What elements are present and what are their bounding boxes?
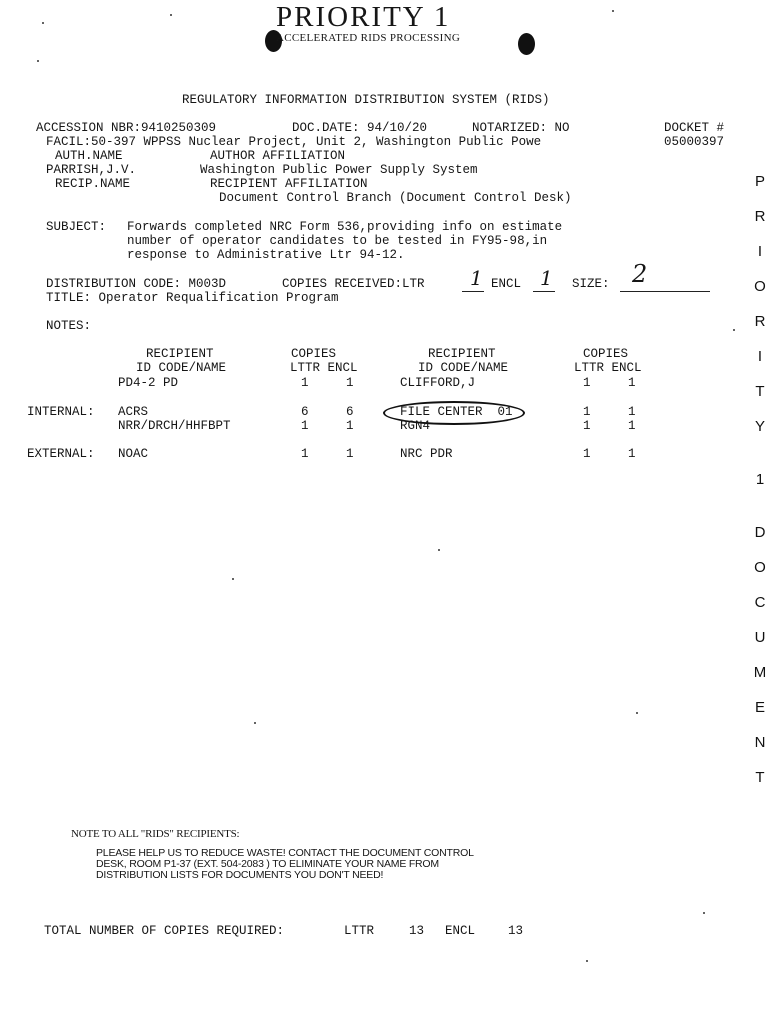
side-letter: E xyxy=(754,699,765,716)
recipient-affiliation-label: RECIPIENT AFFILIATION xyxy=(210,177,368,191)
side-letter: N xyxy=(754,734,766,751)
scan-speck xyxy=(733,329,735,331)
recip-name-label: RECIP.NAME xyxy=(55,177,131,191)
facility: FACIL:50-397 WPPSS Nuclear Project, Unit 2, Washington Public Powe xyxy=(46,135,542,149)
table-row-right-ltr: 1 xyxy=(583,376,591,390)
doc-date: DOC.DATE: 94/10/20 xyxy=(292,121,428,135)
table-row-left-name: PD4-2 PD xyxy=(118,376,179,390)
note-line-3: DISTRIBUTION LISTS FOR DOCUMENTS YOU DON'T NEED! xyxy=(96,869,384,881)
table-row-left-encl: 1 xyxy=(346,376,354,390)
docket-label: DOCKET # xyxy=(664,121,725,135)
docket-number: 05000397 xyxy=(664,135,725,149)
side-letter: O xyxy=(754,559,766,576)
side-letter: O xyxy=(754,278,766,295)
size-handwritten-mark: 2 xyxy=(632,260,648,288)
right-header-ltr-encl: LTTR ENCL xyxy=(574,361,642,375)
side-letter: D xyxy=(754,524,766,541)
left-header-ltr-encl: LTTR ENCL xyxy=(290,361,358,375)
table-row-left-encl: 1 xyxy=(346,447,354,461)
notes-label: NOTES: xyxy=(46,319,92,333)
side-letter: I xyxy=(757,243,763,260)
scan-speck xyxy=(37,60,39,62)
table-row-left-name: NRR/DRCH/HHFBPT xyxy=(118,419,231,433)
system-title: REGULATORY INFORMATION DISTRIBUTION SYSTEM (RIDS) xyxy=(182,93,550,107)
side-letter: C xyxy=(754,594,766,611)
section-label-internal: INTERNAL: xyxy=(27,405,95,419)
section-label-external: EXTERNAL: xyxy=(27,447,95,461)
size-label: SIZE: xyxy=(572,277,610,291)
priority-subtitle: ACCELERATED RIDS PROCESSING xyxy=(276,32,461,44)
scan-speck xyxy=(586,960,588,962)
table-row-right-encl: 1 xyxy=(628,376,636,390)
side-letter: T xyxy=(755,769,765,786)
scan-speck xyxy=(232,578,234,580)
table-row-right-ltr: 1 xyxy=(583,405,591,419)
author-affiliation: Washington Public Power Supply System xyxy=(200,163,478,177)
right-header-recipient: RECIPIENT xyxy=(428,347,496,361)
scan-speck xyxy=(438,549,440,551)
totals-label: TOTAL NUMBER OF COPIES REQUIRED: xyxy=(44,924,285,938)
scan-speck xyxy=(636,712,638,714)
left-header-recipient: RECIPIENT xyxy=(146,347,214,361)
subject-line-1: Forwards completed NRC Form 536,providing info on estimate xyxy=(127,220,563,234)
table-row-left-ltr: 6 xyxy=(301,405,309,419)
side-letter: U xyxy=(754,629,766,646)
table-row-left-encl: 6 xyxy=(346,405,354,419)
side-letter: T xyxy=(755,383,765,400)
table-row-right-encl: 1 xyxy=(628,419,636,433)
encl-label: ENCL xyxy=(491,277,522,291)
table-row-left-ltr: 1 xyxy=(301,447,309,461)
distribution-code: DISTRIBUTION CODE: M003D xyxy=(46,277,227,291)
side-letter: I xyxy=(757,348,763,365)
author-name: PARRISH,J.V. xyxy=(46,163,137,177)
ltr-handwritten-mark: 1 xyxy=(470,266,483,290)
encl-underline xyxy=(533,291,555,292)
recipient-affiliation: Document Control Branch (Document Control Desk) xyxy=(219,191,572,205)
scan-speck xyxy=(254,722,256,724)
left-header-id: ID CODE/NAME xyxy=(136,361,227,375)
scan-speck xyxy=(42,22,44,24)
table-row-right-name: FILE CENTER 01 xyxy=(400,405,513,419)
size-underline xyxy=(620,291,710,292)
table-row-right-name: NRC PDR xyxy=(400,447,453,461)
totals-encl-value: 13 xyxy=(508,924,524,938)
bullet-right-icon xyxy=(518,33,535,55)
left-header-copies: COPIES xyxy=(291,347,337,361)
side-letter: Y xyxy=(754,418,765,435)
subject-line-3: response to Administrative Ltr 94-12. xyxy=(127,248,405,262)
note-heading: NOTE TO ALL "RIDS" RECIPIENTS: xyxy=(71,828,240,840)
side-letter: 1 xyxy=(755,471,765,488)
note-line-2: DESK, ROOM P1-37 (EXT. 504-2083 ) TO ELIMINATE YOUR NAME FROM xyxy=(96,858,439,870)
accession-number: ACCESSION NBR:9410250309 xyxy=(36,121,217,135)
notarized: NOTARIZED: NO xyxy=(472,121,570,135)
table-row-right-name: CLIFFORD,J xyxy=(400,376,476,390)
table-row-left-encl: 1 xyxy=(346,419,354,433)
side-letter: M xyxy=(753,664,767,681)
scan-speck xyxy=(703,912,705,914)
right-header-id: ID CODE/NAME xyxy=(418,361,509,375)
copies-received: COPIES RECEIVED:LTR xyxy=(282,277,425,291)
table-row-right-encl: 1 xyxy=(628,447,636,461)
ltr-underline xyxy=(462,291,484,292)
note-line-1: PLEASE HELP US TO REDUCE WASTE! CONTACT THE DOCUMENT CONTROL xyxy=(96,847,474,859)
author-affiliation-label: AUTHOR AFFILIATION xyxy=(210,149,346,163)
table-row-left-name: NOAC xyxy=(118,447,149,461)
document-title: TITLE: Operator Requalification Program xyxy=(46,291,339,305)
subject-line-2: number of operator candidates to be tested in FY95-98,in xyxy=(127,234,548,248)
side-letter: P xyxy=(754,173,765,190)
table-row-right-ltr: 1 xyxy=(583,419,591,433)
totals-ltr-value: 13 xyxy=(409,924,425,938)
table-row-left-ltr: 1 xyxy=(301,376,309,390)
table-row-right-ltr: 1 xyxy=(583,447,591,461)
encl-handwritten-mark: 1 xyxy=(540,266,553,290)
priority-title: PRIORITY 1 xyxy=(276,1,451,33)
totals-encl-label: ENCL xyxy=(445,924,476,938)
side-vertical-label xyxy=(753,173,767,804)
side-letter: R xyxy=(754,313,766,330)
table-row-left-name: ACRS xyxy=(118,405,149,419)
scan-speck xyxy=(170,14,172,16)
auth-name-label: AUTH.NAME xyxy=(55,149,123,163)
right-header-copies: COPIES xyxy=(583,347,629,361)
totals-ltr-label: LTTR xyxy=(344,924,375,938)
scan-speck xyxy=(612,10,614,12)
table-row-left-ltr: 1 xyxy=(301,419,309,433)
side-letter: R xyxy=(754,208,766,225)
table-row-right-encl: 1 xyxy=(628,405,636,419)
table-row-right-name: RGN4 xyxy=(400,419,431,433)
subject-label: SUBJECT: xyxy=(46,220,107,234)
